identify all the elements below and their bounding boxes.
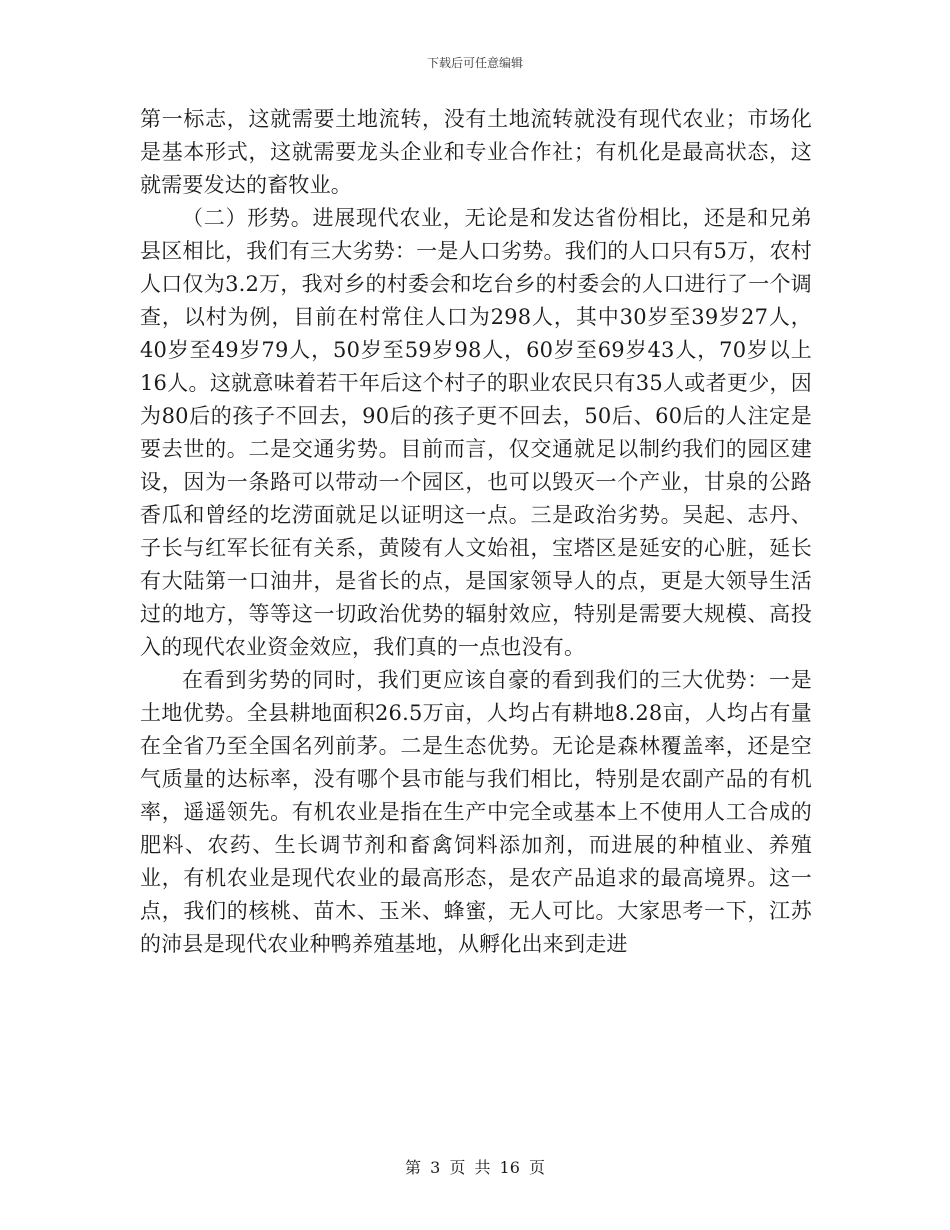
paragraph-situation: （二）形势。进展现代农业，无论是和发达省份相比，还是和兄弟县区相比，我们有三大劣势：一是人口劣势。我们的人口只有5万，农村人口仅为3.2万，我对乡的村委会和圪台乡的村委会的人口进行了一个调查，以村为例，目前在村常住人口为298人，其中30岁至39岁27人，40岁至49岁79人，50岁至59岁98人，60岁至69岁43人，70岁以上16人。这就意味着若干年后这个村子的职业农民只有35人或者更少，因为80后的孩子不回去，90后的孩子更不回去，50后、60后的人注定是要去世的。二是交通劣势。目前而言，仅交通就足以制约我们的园区建设，因为一条路可以带动一个园区，也可以毁灭一个产业，甘泉的公路香瓜和曾经的圪涝面就足以证明这一点。三是政治劣势。吴起、志丹、子长与红军长征有关系，黄陵有人文始祖，宝塔区是延安的心脏，延长有大陆第一口油井，是省长的点，是国家领导人的点，更是大领导生活过的地方，等等这一切政治优势的辐射效应，特别是需要大规模、高投入的现代农业资金效应，我们真的一点也没有。 <box>140 206 812 659</box>
page-header: 下载后可任意编辑 <box>426 56 523 70</box>
paragraph-continuation: 第一标志，这就需要土地流转，没有土地流转就没有现代农业；市场化是基本形式，这就需要龙头企业和专业合作社；有机化是最高状态，这就需要发达的畜牧业。 <box>140 107 812 197</box>
document-body <box>140 103 812 961</box>
paragraph-advantages: 在看到劣势的同时，我们更应该自豪的看到我们的三大优势：一是土地优势。全县耕地面积26.5万亩，人均占有耕地8.28亩，人均占有量在全省乃至全国名列前茅。二是生态优势。无论是森林覆盖率，还是空气质量的达标率，没有哪个县市能与我们相比，特别是农副产品的有机率，遥遥领先。有机农业是指在生产中完全或基本上不使用人工合成的肥料、农药、生长调节剂和畜禽饲料添加剂，而进展的种植业、养殖业，有机农业是现代农业的最高形态，是农产品追求的最高境界。这一点，我们的核桃、苗木、玉米、蜂蜜，无人可比。大家思考一下，江苏的沛县是现代农业种鸭养殖基地，从孵化出来到走进 <box>140 668 812 956</box>
page-number-footer: 第 3 页 共 16 页 <box>405 1158 545 1177</box>
